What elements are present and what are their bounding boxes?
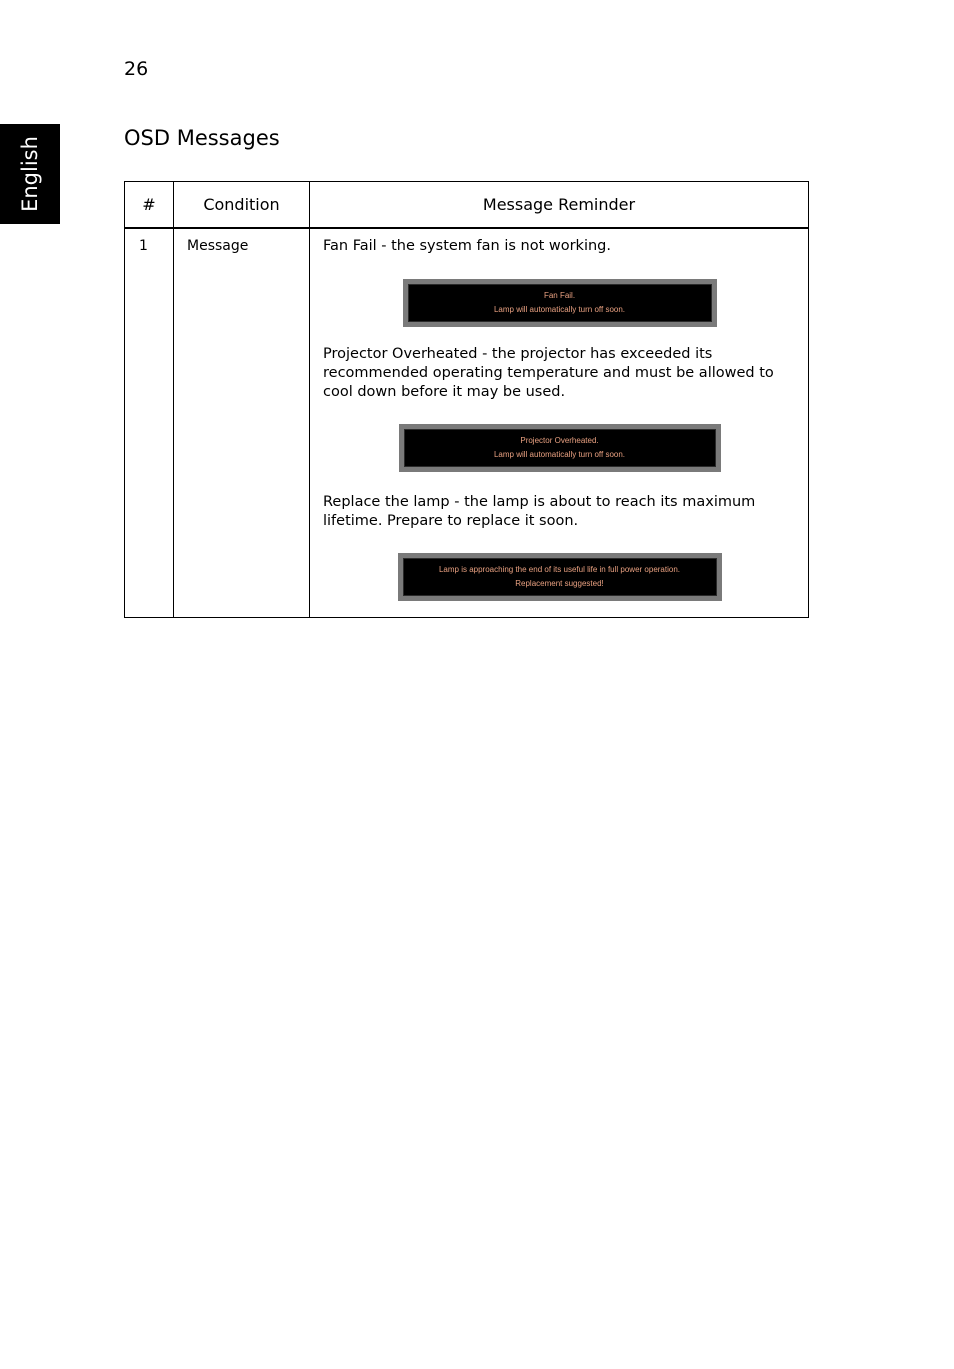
header-condition: Condition	[174, 182, 310, 229]
row-message-reminder	[310, 228, 809, 618]
replace-lamp-osd-screenshot	[398, 553, 722, 601]
replace-lamp-description: Replace the lamp - the lamp is about to reach its maximum lifetime. Prepare to replace it soon.	[323, 494, 756, 529]
overheated-osd-line-2: Lamp will automatically turn off soon.	[493, 450, 626, 459]
overheated-osd-screenshot	[399, 424, 721, 472]
language-tab	[0, 124, 60, 224]
replace-lamp-osd-line-2: Replacement suggested!	[515, 579, 604, 588]
fan-fail-osd-line-1: Fan Fail.	[543, 291, 576, 300]
overheated-osd-line-1: Projector Overheated.	[520, 436, 599, 445]
overheated-osd-screen	[404, 429, 716, 467]
osd-messages-table	[124, 181, 809, 618]
replace-lamp-osd-line-1: Lamp is approaching the end of its useful life in full power operation.	[438, 565, 681, 574]
header-message-reminder: Message Reminder	[310, 182, 809, 229]
section-title: OSD Messages	[124, 126, 280, 150]
fan-fail-osd-line-2: Lamp will automatically turn off soon.	[493, 305, 626, 314]
page-number: 26	[124, 58, 149, 80]
fan-fail-description: Fan Fail - the system fan is not working.	[323, 238, 611, 254]
row-number: 1	[125, 228, 174, 618]
row-condition: Message	[174, 228, 310, 618]
table-row	[125, 228, 809, 618]
overheated-description: Projector Overheated - the projector has exceeded its recommended operating temperature and must be allowed to cool down before it may be used.	[323, 346, 774, 400]
language-tab-label: English	[18, 136, 42, 212]
fan-fail-osd-screenshot	[403, 279, 717, 327]
replace-lamp-osd-screen	[403, 558, 717, 596]
table-header-row	[125, 182, 809, 229]
fan-fail-osd-screen	[408, 284, 712, 322]
header-number: #	[125, 182, 174, 229]
